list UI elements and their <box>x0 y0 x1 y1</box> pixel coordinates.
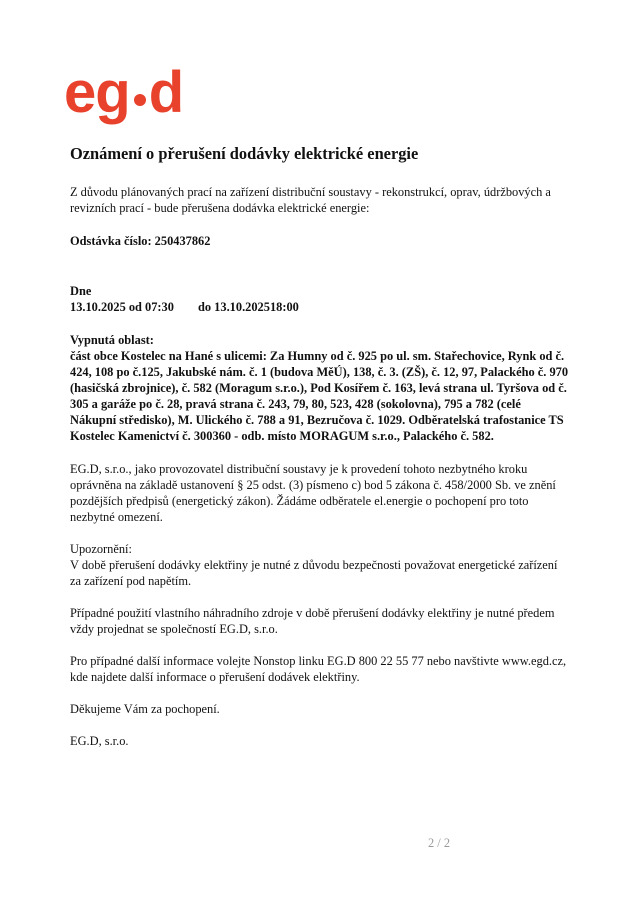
area-heading: Vypnutá oblast: <box>70 333 154 347</box>
warning-paragraph: V době přerušení dodávky elektřiny je nutné z důvodu bezpečnosti považovat energetické zařízení za zařízení pod napětím. <box>70 558 558 588</box>
date-from: 13.10.2025 od 07:30 <box>70 300 174 314</box>
warning-heading: Upozornění: <box>70 542 132 556</box>
date-to: do 13.10.202518:00 <box>198 300 299 314</box>
logo-text-eg: eg <box>64 60 130 125</box>
thanks-line: Děkujeme Vám za pochopení. <box>70 702 220 716</box>
page-indicator: 2 / 2 <box>428 836 451 850</box>
logo-text-d: d <box>148 60 184 125</box>
generator-paragraph: Případné použití vlastního náhradního zdroje v době přerušení dodávky elektřiny je nutné předem vždy projednat se společností EG.D, s.r.o. <box>70 606 555 636</box>
document-body <box>70 144 570 749</box>
intro-paragraph: Z důvodu plánovaných prací na zařízení distribuční soustavy - rekonstrukcí, oprav, údržbových a revizních prací - bude přerušena dodávka elektrické energie: <box>70 185 551 215</box>
legal-paragraph: EG.D, s.r.o., jako provozovatel distribuční soustavy je k provedení tohoto nezbytného kroku oprávněna na základě ustanovení § 25 odst. (3) písmeno c) bod 5 zákona č. 458/2000 Sb. ve znění pozdějších předpisů (energetický zákon). Žádáme odběratele el.energie o pochopení pro toto nezbytné omezení. <box>70 462 556 524</box>
signature: EG.D, s.r.o. <box>70 734 129 748</box>
area-description: část obce Kostelec na Hané s ulicemi: Za Humny od č. 925 po ul. sm. Stařechovice, Rynk od č. 424, 108 po č.125, Jakubské nám. č. 1 (budova MěÚ), 138, č. 3. (ZŠ), č. 12, 97, Palackého č. 970 (hasičská zbrojnice), č. 582 (Moragum s.r.o.), Pod Kosířem č. 163, levá strana ul. Tyršova od č. 305 a garáže po č. 28, pravá strana č. 243, 79, 80, 523, 428 (sokolovna), 795 a 782 (celé Nákupní středisko), M. Ulického č. 788 a 91, Bezručova č. 1029. Odběratelská trafostanice TS Kostelec Kamenictví č. 300360 - odb. místo MORAGUM s.r.o., Palackého č. 582. <box>70 349 569 443</box>
page-title: Oznámení o přerušení dodávky elektrické energie <box>70 144 419 163</box>
outage-number: Odstávka číslo: 250437862 <box>70 234 211 248</box>
logo-dot-icon <box>134 94 146 106</box>
date-row <box>70 299 570 315</box>
date-heading: Dne <box>70 284 92 298</box>
contact-paragraph: Pro případné další informace volejte Nonstop linku EG.D 800 22 55 77 nebo navštivte www.egd.cz, kde najdete další informace o přerušení dodávek elektřiny. <box>70 654 567 684</box>
egd-logo <box>64 60 184 125</box>
